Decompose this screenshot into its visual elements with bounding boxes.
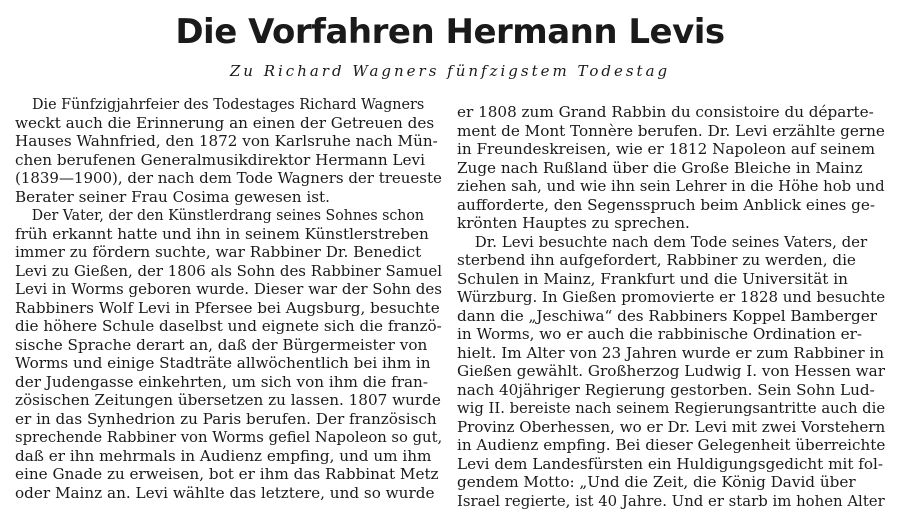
text-line: Schulen in Mainz, Frankfurt und die Universität in [457, 269, 848, 288]
text-line: in Audienz empfing. Bei dieser Gelegenheit überreichte [457, 436, 886, 454]
text-line: sprechende Rabbiner von Worms gefiel Napoleon so gut, [15, 428, 443, 446]
text-line: wig II. bereiste nach seinem Regierungsantritte auch die [457, 399, 886, 417]
text-line: (1839—1900), der nach dem Tode Wagners der treueste [15, 169, 442, 187]
text-line: sterbend ihn aufgefordert, Rabbiner zu werden, die [457, 251, 856, 269]
paragraph [15, 95, 442, 206]
text-line: Zuge nach Rußland über die Große Bleiche in Mainz [457, 158, 863, 177]
right-column [457, 103, 885, 510]
text-line: Worms und einige Stadträte allwöchentlich bei ihm in [15, 354, 431, 372]
text-line: aufforderte, den Segensspruch beim Anblick eines ge- [457, 195, 876, 214]
text-line: ment de Mont Tonnère berufen. Dr. Levi erzählte gerne [457, 121, 885, 140]
text-line: oder Mainz an. Levi wählte das letztere, und so wurde [15, 483, 435, 502]
text-line: chen berufenen Generalmusikdirektor Hermann Levi [15, 150, 425, 169]
text-line: Würzburg. In Gießen promovierte er 1828 und besuchte [457, 288, 886, 306]
text-line: Die Fünfzigjahrfeier des Todestages Richard Wagners [32, 95, 425, 113]
text-line: krönten Hauptes zu sprechen. [457, 214, 690, 232]
text-line: ziehen sah, und wie ihn sein Lehrer in die Höhe hob und [457, 177, 885, 195]
text-line: dann die „Jeschiwa“ des Rabbiners Koppel Bamberger [457, 306, 877, 325]
text-line: Dr. Levi besuchte nach dem Tode seines Vaters, der [474, 232, 868, 251]
article-subtitle: Zu Richard Wagners fünfzigstem Todestag [229, 62, 671, 80]
text-line: in Worms, wo er auch die rabbinische Ordination er- [457, 325, 863, 343]
text-line: Der Vater, der den Künstlerdrang seines Sohnes schon [31, 206, 425, 224]
text-line: Berater seiner Frau Cosima gewesen ist. [15, 187, 330, 206]
text-line: früh erkannt hatte und ihn in seinem Künstlerstreben [15, 224, 429, 243]
text-line: gendem Motto: „Und die Zeit, die König David über [457, 473, 856, 491]
text-line: der Judengasse einkehrten, um sich von ihm die fran- [15, 372, 428, 391]
text-line: Provinz Oberhessen, wo er Dr. Levi mit zwei Vorstehern [457, 417, 886, 436]
text-line: sische Sprache derart an, daß der Bürgermeister von [15, 335, 428, 354]
text-line: eine Gnade zu erweisen, bot er ihm das Rabbinat Metz [15, 465, 439, 483]
text-line: Rabbiners Wolf Levi in Pfersee bei Augsburg, besuchte [15, 298, 440, 317]
text-line: Levi zu Gießen, der 1806 als Sohn des Rabbiner Samuel [15, 261, 443, 280]
text-line: Levi dem Landesfürsten ein Huldigungsgedicht mit fol- [457, 454, 884, 473]
text-line: er in das Synhedrion zu Paris berufen. Der französisch [15, 409, 437, 428]
text-line: er 1808 zum Grand Rabbin du consistoire du départe- [457, 103, 874, 121]
paragraph [457, 103, 885, 233]
text-line: hielt. Im Alter von 23 Jahren wurde er zum Rabbiner in [457, 343, 885, 362]
article-title: Die Vorfahren Hermann Levis [175, 12, 725, 52]
left-column [15, 95, 442, 502]
text-line: Israel regierte, ist 40 Jahre. Und er starb im hohen Alter [457, 491, 885, 510]
text-line: Levi in Worms geboren wurde. Dieser war der Sohn des [15, 280, 442, 298]
text-line: immer zu fördern suchte, war Rabbiner Dr. Benedict [15, 243, 422, 261]
text-line: die höhere Schule daselbst und eignete sich die franzö- [15, 317, 442, 335]
text-line: weckt auch die Erinnerung an einen der Getreuen des [15, 113, 435, 132]
text-line: Hauses Wahnfried, den 1872 von Karlsruhe nach Mün- [15, 132, 438, 150]
text-line: zösischen Zeitungen übersetzen zu lassen. 1807 wurde [15, 391, 441, 409]
paragraph [15, 206, 442, 502]
text-line: nach 40jähriger Regierung gestorben. Sein Sohn Lud- [457, 380, 875, 399]
text-line: daß er ihn mehrmals in Audienz empfing, und um ihm [15, 446, 432, 465]
paragraph [457, 233, 885, 511]
text-line: in Freundeskreisen, wie er 1812 Napoleon auf seinem [457, 140, 875, 158]
text-line: Gießen gewählt. Großherzog Ludwig I. von Hessen war [457, 362, 886, 380]
